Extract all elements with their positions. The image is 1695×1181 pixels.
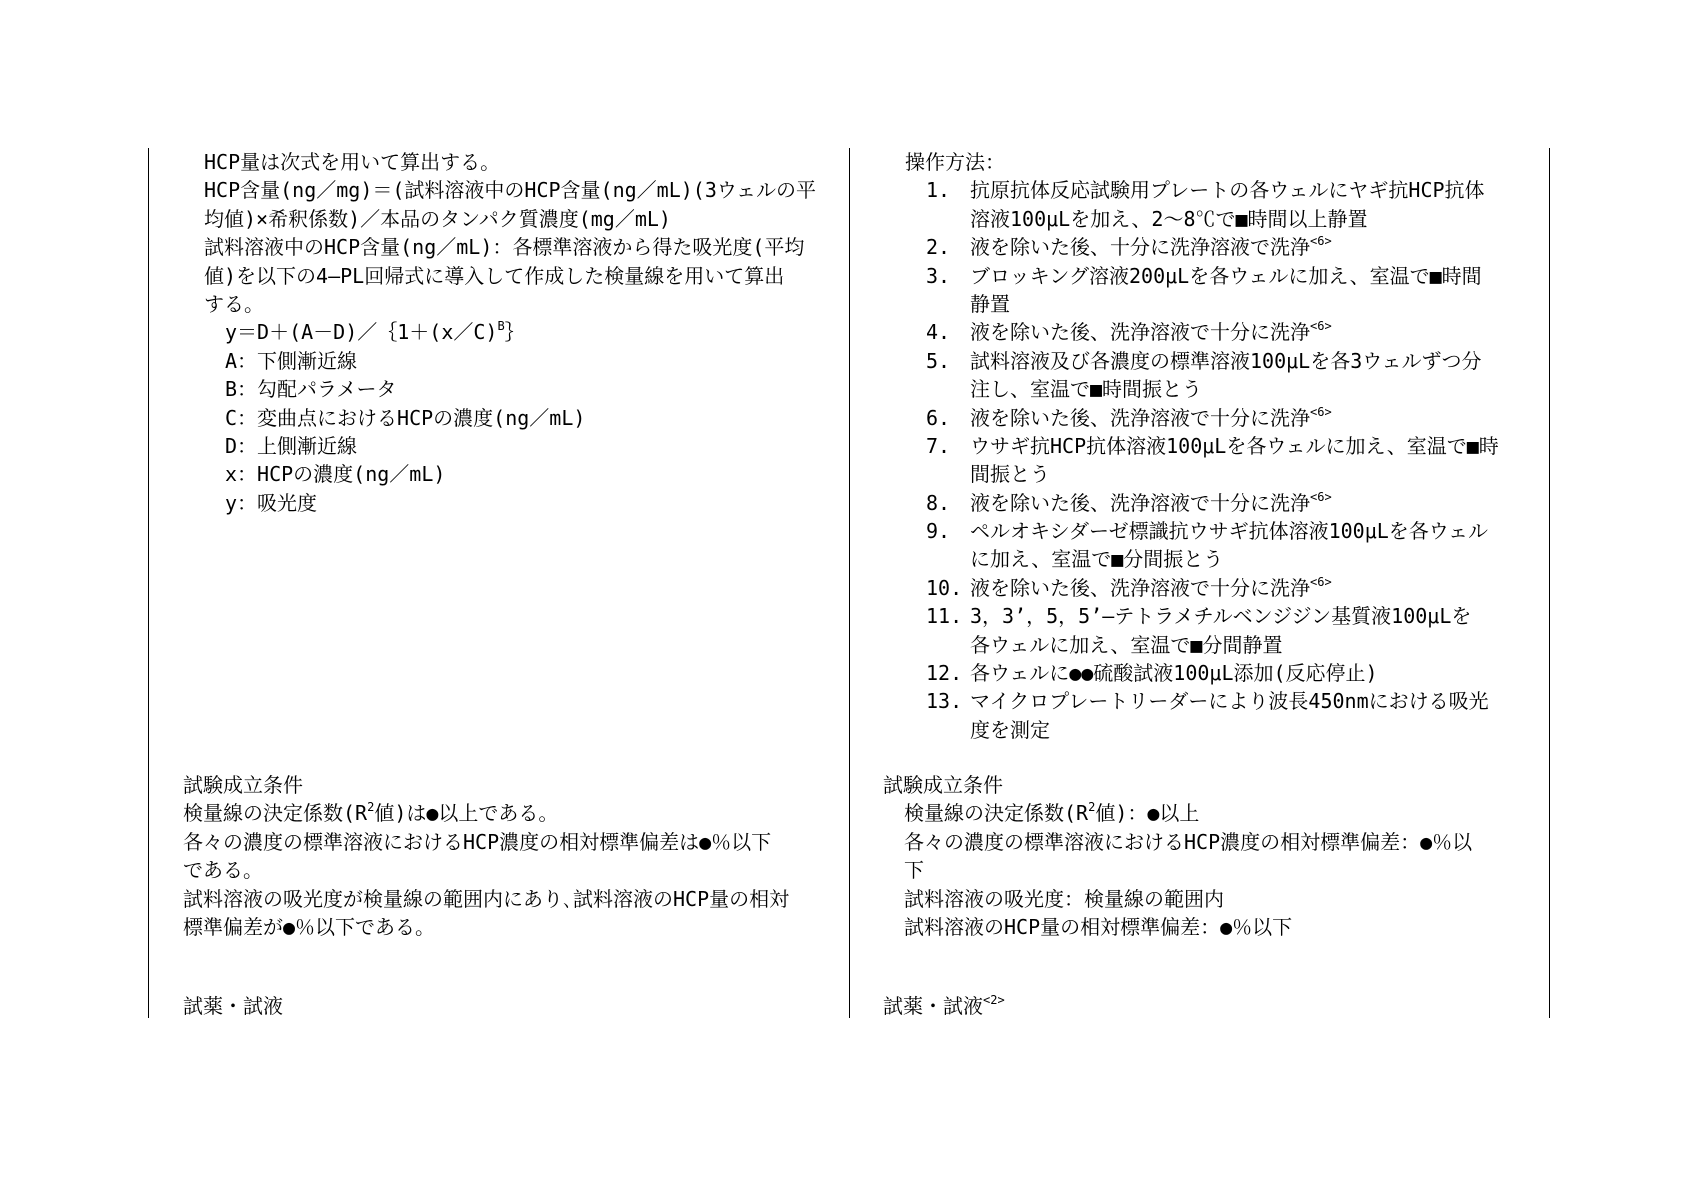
step-number: 1. bbox=[926, 178, 951, 203]
line-text: B：勾配パラメータ bbox=[225, 377, 397, 402]
procedure-step bbox=[926, 404, 1499, 432]
text-line bbox=[926, 432, 1499, 460]
superscript: <6> bbox=[1310, 489, 1332, 504]
line-text: に加え、室温で■分間振とう bbox=[970, 547, 1224, 572]
section-heading: 試験成立条件 bbox=[183, 773, 303, 797]
procedure-step bbox=[926, 489, 1499, 517]
procedure-step bbox=[926, 347, 1499, 404]
procedure-step bbox=[926, 687, 1499, 744]
line-text: 度を測定 bbox=[970, 717, 1050, 742]
text-line bbox=[183, 347, 816, 375]
procedure-step bbox=[926, 318, 1499, 346]
superscript: <6> bbox=[1310, 404, 1332, 419]
text-line bbox=[883, 885, 1472, 913]
procedure-step bbox=[926, 233, 1499, 261]
right-conditions-section bbox=[883, 771, 1472, 941]
text-line bbox=[183, 205, 816, 233]
text-line bbox=[183, 856, 789, 884]
step-number: 6. bbox=[926, 405, 951, 430]
step-number: 12. bbox=[926, 661, 963, 686]
step-number: 5. bbox=[926, 348, 951, 373]
text-line bbox=[183, 375, 816, 403]
line-text: 下 bbox=[904, 858, 924, 883]
line-text: 検量線の決定係数(R bbox=[183, 801, 368, 826]
section-heading: 試薬・試液 bbox=[183, 994, 283, 1018]
text-line bbox=[183, 460, 816, 488]
line-text: 検量線の決定係数(R bbox=[904, 801, 1089, 826]
line-text: 液を除いた後、洗浄溶液で十分に洗浄 bbox=[970, 320, 1310, 345]
text-line bbox=[926, 318, 1499, 346]
line-text: 値)を以下の4―PL回帰式に導入して作成した検量線を用いて算出 bbox=[204, 263, 785, 288]
text-line bbox=[183, 404, 816, 432]
line-text: 静置 bbox=[970, 291, 1010, 316]
line-text-after: 値)は●以上である。 bbox=[374, 801, 559, 826]
line-text: A：下側漸近線 bbox=[225, 348, 358, 373]
text-line bbox=[926, 687, 1499, 715]
text-line bbox=[926, 262, 1499, 290]
text-line bbox=[926, 631, 1499, 659]
step-number: 9. bbox=[926, 519, 951, 544]
text-line bbox=[926, 375, 1499, 403]
text-line bbox=[926, 404, 1499, 432]
step-number: 4. bbox=[926, 320, 951, 345]
line-text: 注し、室温で■時間振とう bbox=[970, 377, 1203, 402]
text-line bbox=[926, 545, 1499, 573]
text-line bbox=[183, 432, 816, 460]
line-text: 試料溶液中のHCP含量(ng／mL)：各標準溶液から得た吸光度(平均 bbox=[204, 235, 805, 260]
text-line bbox=[183, 262, 816, 290]
superscript: B bbox=[497, 319, 505, 334]
text-line bbox=[183, 489, 816, 517]
left-conditions-section bbox=[183, 771, 789, 941]
text-line bbox=[883, 913, 1472, 941]
superscript: 2 bbox=[1088, 800, 1096, 815]
text-line bbox=[926, 176, 1499, 204]
text-line bbox=[926, 290, 1499, 318]
center-divider-line bbox=[849, 148, 850, 1018]
line-text: 標準偏差が●％以下である。 bbox=[183, 914, 436, 939]
superscript: <6> bbox=[1310, 574, 1332, 589]
line-text: 各ウェルに●●硫酸試液100μL添加(反応停止) bbox=[970, 661, 1378, 686]
procedure-step bbox=[926, 432, 1499, 489]
text-line bbox=[183, 233, 816, 261]
text-line bbox=[183, 885, 789, 913]
line-text: 試料溶液の吸光度：検量線の範囲内 bbox=[904, 886, 1224, 911]
line-text: 溶液100μLを加え、2～8℃で■時間以上静置 bbox=[970, 206, 1368, 231]
reference-superscript: <2> bbox=[983, 993, 1005, 1007]
text-line bbox=[183, 176, 816, 204]
line-text: 液を除いた後、洗浄溶液で十分に洗浄 bbox=[970, 575, 1310, 600]
text-line bbox=[183, 290, 816, 318]
line-text: 3，3’，5，5’―テトラメチルベンジジン基質液100μLを bbox=[970, 604, 1472, 629]
line-text: ペルオキシダーゼ標識抗ウサギ抗体溶液100μLを各ウェル bbox=[970, 519, 1489, 544]
step-number: 10. bbox=[926, 575, 963, 600]
line-text: x：HCPの濃度(ng／mL) bbox=[225, 462, 446, 487]
procedure-section bbox=[905, 148, 1499, 744]
line-text: 抗原抗体反応試験用プレートの各ウェルにヤギ抗HCP抗体 bbox=[970, 178, 1485, 203]
heading-text: 試薬・試液 bbox=[883, 994, 983, 1018]
step-number: 2. bbox=[926, 235, 951, 260]
text-line bbox=[883, 856, 1472, 884]
right-reagents-section bbox=[883, 992, 1005, 1020]
procedure-step bbox=[926, 659, 1499, 687]
procedure-step bbox=[926, 574, 1499, 602]
text-line bbox=[926, 602, 1499, 630]
procedure-step bbox=[926, 176, 1499, 233]
line-text: マイクロプレートリーダーにより波長450nmにおける吸光 bbox=[970, 689, 1489, 714]
text-line bbox=[183, 318, 816, 346]
line-text: C：変曲点におけるHCPの濃度(ng／mL) bbox=[225, 405, 586, 430]
text-line bbox=[883, 799, 1472, 827]
procedure-step bbox=[926, 262, 1499, 319]
text-line bbox=[183, 148, 816, 176]
step-number: 13. bbox=[926, 689, 963, 714]
procedure-step bbox=[926, 602, 1499, 659]
line-text: 間振とう bbox=[970, 462, 1050, 487]
text-line bbox=[183, 913, 789, 941]
line-text: 液を除いた後、洗浄溶液で十分に洗浄 bbox=[970, 490, 1310, 515]
line-text: 各々の濃度の標準溶液におけるHCP濃度の相対標準偏差：●％以 bbox=[904, 829, 1473, 854]
line-text: HCP量は次式を用いて算出する。 bbox=[204, 150, 501, 174]
line-text: 試料溶液及び各濃度の標準溶液100μLを各3ウェルずつ分 bbox=[970, 348, 1482, 373]
text-line bbox=[926, 460, 1499, 488]
right-border-line bbox=[1549, 148, 1550, 1018]
section-heading: 試験成立条件 bbox=[883, 773, 1003, 797]
step-number: 3. bbox=[926, 263, 951, 288]
text-line bbox=[183, 828, 789, 856]
text-line bbox=[926, 716, 1499, 744]
text-line bbox=[926, 347, 1499, 375]
section-heading bbox=[883, 992, 1005, 1020]
line-text: y：吸光度 bbox=[225, 490, 318, 515]
procedure-heading: 操作方法： bbox=[905, 150, 1005, 174]
line-text: ブロッキング溶液200μLを各ウェルに加え、室温で■時間 bbox=[970, 263, 1482, 288]
text-line bbox=[926, 233, 1499, 261]
text-line bbox=[926, 659, 1499, 687]
text-line bbox=[926, 489, 1499, 517]
step-number: 11. bbox=[926, 604, 963, 629]
line-text: 試料溶液のHCP量の相対標準偏差：●％以下 bbox=[904, 914, 1293, 939]
left-border-line bbox=[148, 148, 149, 1018]
line-text: y＝D＋(A－D)／｛1＋(x／C) bbox=[225, 320, 498, 345]
line-text: HCP含量(ng／mg)＝(試料溶液中のHCP含量(ng／mL)(3ウェルの平 bbox=[204, 178, 817, 203]
text-line bbox=[926, 517, 1499, 545]
line-text: 各ウェルに加え、室温で■分間静置 bbox=[970, 632, 1283, 657]
superscript: <6> bbox=[1310, 234, 1332, 249]
line-text: 各々の濃度の標準溶液におけるHCP濃度の相対標準偏差は●％以下 bbox=[183, 829, 772, 854]
line-text: D：上側漸近線 bbox=[225, 433, 358, 458]
line-text: である。 bbox=[183, 858, 263, 883]
step-number: 7. bbox=[926, 433, 951, 458]
line-text: ウサギ抗HCP抗体溶液100μLを各ウェルに加え、室温で■時 bbox=[970, 433, 1499, 458]
text-line bbox=[183, 799, 789, 827]
line-text-after: 値)：●以上 bbox=[1095, 801, 1200, 826]
line-text: する。 bbox=[204, 291, 264, 316]
left-reagents-section bbox=[183, 992, 283, 1020]
text-line bbox=[926, 205, 1499, 233]
superscript: <6> bbox=[1310, 319, 1332, 334]
text-line bbox=[926, 574, 1499, 602]
line-text: 試料溶液の吸光度が検量線の範囲内にあり､試料溶液のHCP量の相対 bbox=[183, 886, 790, 911]
hcp-calculation-section bbox=[183, 148, 816, 517]
line-text: 均値)×希釈係数)／本品のタンパク質濃度(mg／mL) bbox=[204, 206, 671, 231]
superscript: 2 bbox=[367, 800, 375, 815]
line-text: 液を除いた後、十分に洗浄溶液で洗浄 bbox=[970, 235, 1310, 260]
text-line bbox=[883, 828, 1472, 856]
procedure-step bbox=[926, 517, 1499, 574]
line-text: 液を除いた後、洗浄溶液で十分に洗浄 bbox=[970, 405, 1310, 430]
step-number: 8. bbox=[926, 490, 951, 515]
line-text-after: ｝ bbox=[504, 320, 525, 345]
